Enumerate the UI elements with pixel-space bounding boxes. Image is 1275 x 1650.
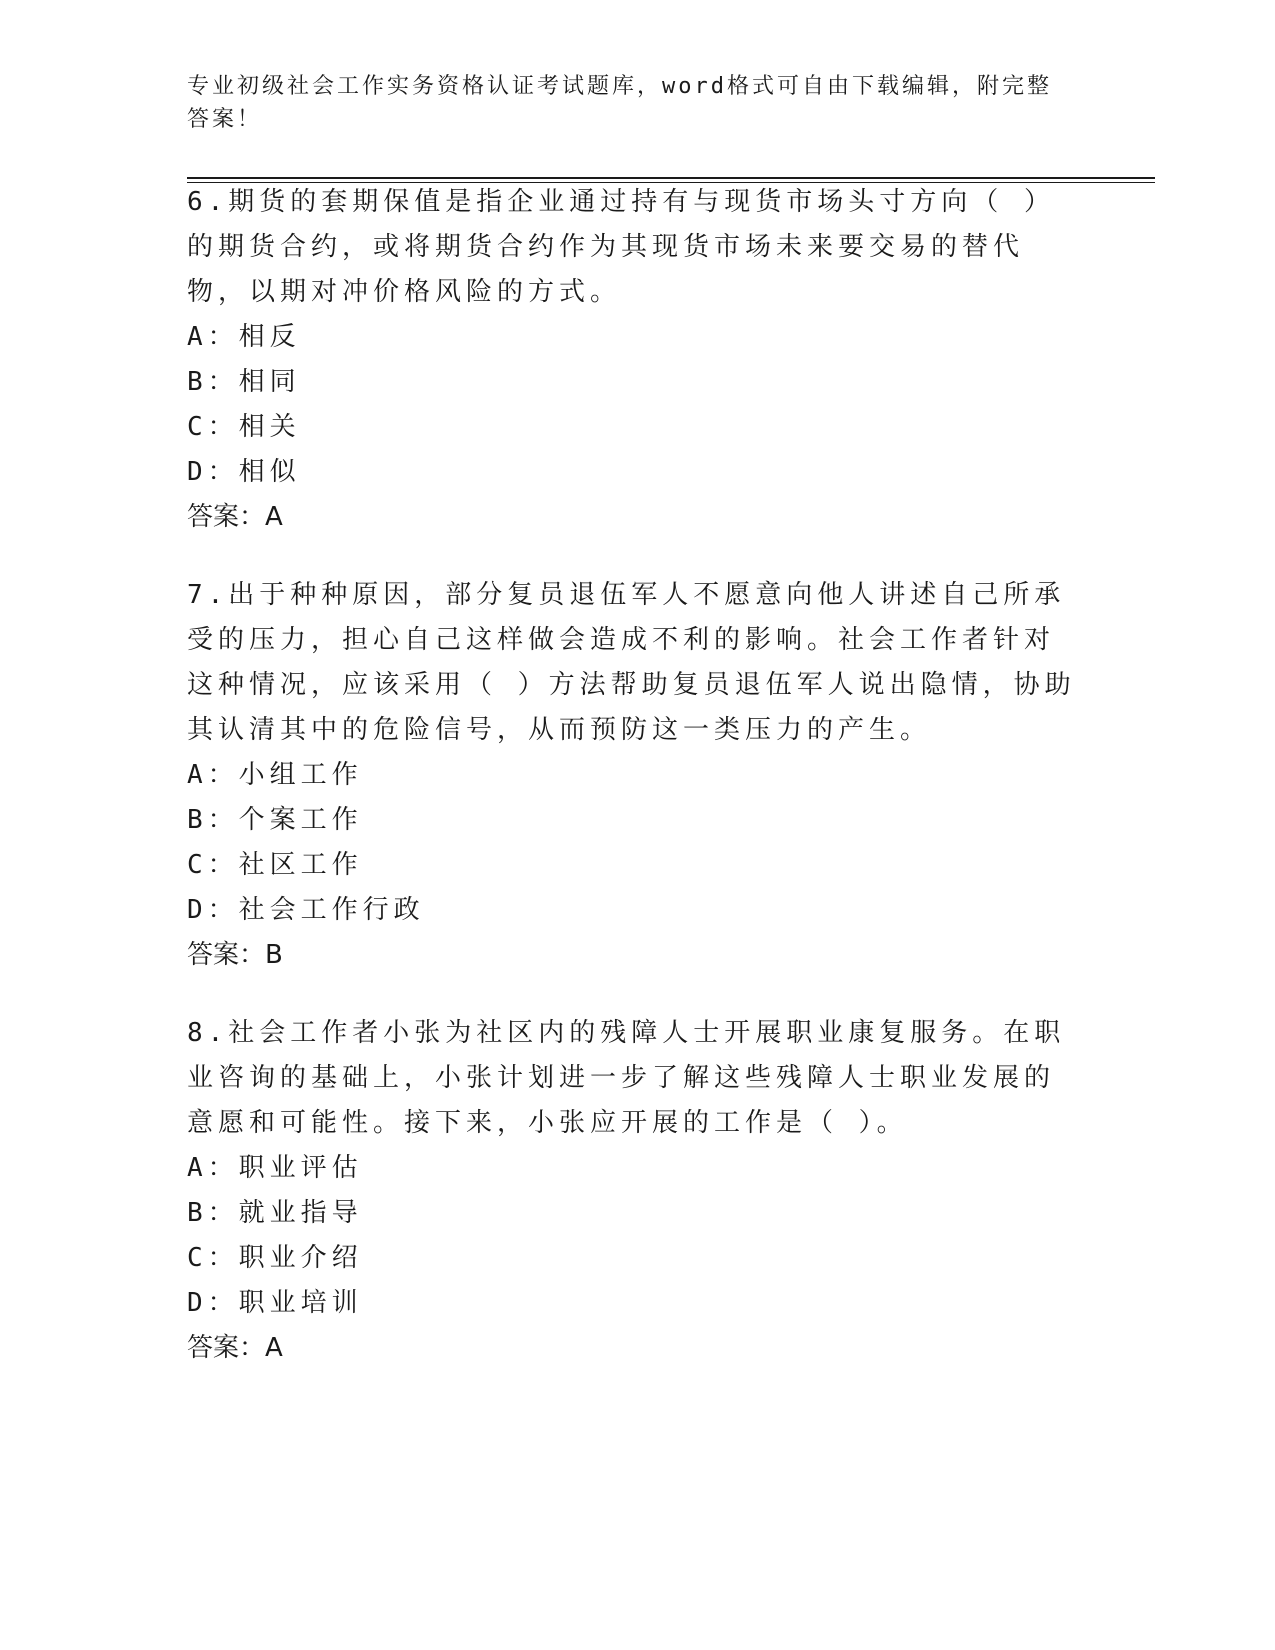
option-c: C：职业介绍	[187, 1243, 363, 1273]
option-d: D：职业培训	[187, 1288, 363, 1318]
answer-label: 答案：B	[187, 940, 283, 970]
answer-label: 答案：A	[187, 502, 283, 532]
option-b: B：相同	[187, 367, 301, 397]
question-stem: 8.社会工作者小张为社区内的残障人士开展职业康复服务。在职业咨询的基础上，小张计划进一步了解这些残障人士职业发展的意愿和可能性。接下来，小张应开展的工作是（ ）。	[187, 1018, 1066, 1138]
option-b: B：个案工作	[187, 805, 363, 835]
option-d: D：相似	[187, 457, 301, 487]
document-header: 专业初级社会工作实务资格认证考试题库，word格式可自由下载编辑，附完整答案！	[187, 74, 1052, 132]
header-divider-thick	[187, 177, 1155, 179]
question-stem: 6.期货的套期保值是指企业通过持有与现货市场头寸方向（ ）的期货合约，或将期货合约作为其现货市场未来要交易的替代物，以期对冲价格风险的方式。	[187, 187, 1055, 307]
question-8	[187, 1011, 1077, 1371]
option-a: A：相反	[187, 322, 301, 352]
option-a: A：职业评估	[187, 1153, 363, 1183]
question-7	[187, 573, 1077, 978]
option-c: C：相关	[187, 412, 301, 442]
option-c: C：社区工作	[187, 850, 363, 880]
option-a: A：小组工作	[187, 760, 363, 790]
option-b: B：就业指导	[187, 1198, 363, 1228]
option-d: D：社会工作行政	[187, 895, 425, 925]
question-stem: 7.出于种种原因，部分复员退伍军人不愿意向他人讲述自己所承受的压力，担心自己这样做会造成不利的影响。社会工作者针对这种情况，应该采用（ ）方法帮助复员退伍军人说出隐情，协助其认清其中的危险信号，从而预防这一类压力的产生。	[187, 580, 1076, 745]
question-6	[187, 180, 1077, 540]
answer-label: 答案：A	[187, 1333, 283, 1363]
